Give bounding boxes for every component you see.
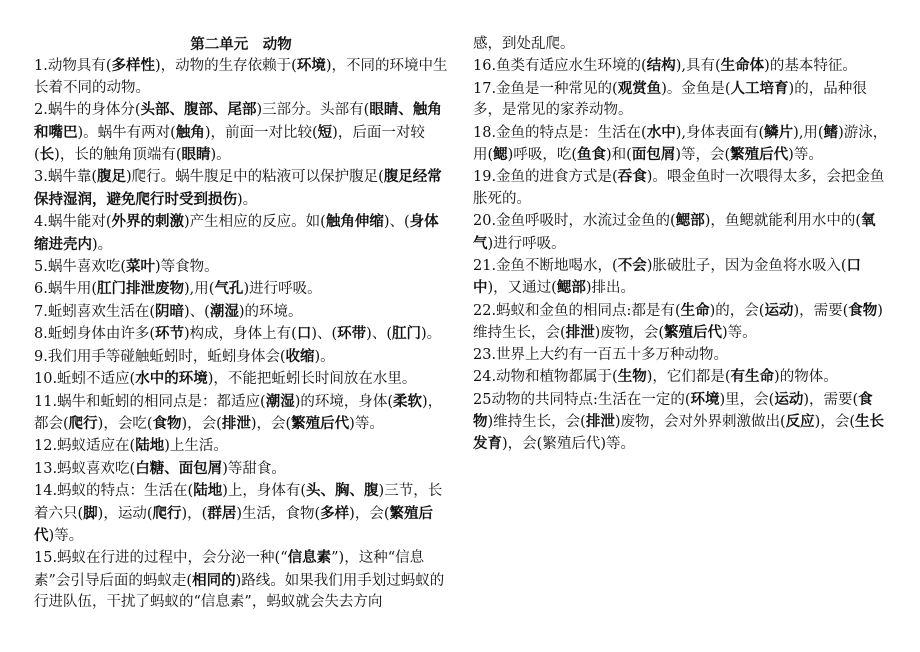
page-title: 第二单元 动物 bbox=[190, 36, 292, 53]
prompt-text: 22.蚂蚁和金鱼的相同点:都是有( bbox=[473, 302, 681, 319]
answer-text: 环境 bbox=[690, 390, 720, 408]
prompt-text: )。 bbox=[210, 147, 231, 164]
question-item bbox=[34, 99, 448, 166]
answer-text: 陆地 bbox=[135, 437, 165, 455]
prompt-text: 10.蚯蚓不适应( bbox=[34, 371, 136, 388]
answer-text: 排泄 bbox=[565, 324, 595, 342]
answer-text: 眼睛、触角和嘴巴 bbox=[34, 101, 442, 141]
question-item bbox=[473, 210, 889, 255]
prompt-text: )，长的触角顶端有( bbox=[54, 147, 182, 164]
question-item bbox=[473, 300, 889, 345]
question-item bbox=[34, 435, 448, 457]
prompt-text: )三节，长着六只( bbox=[34, 483, 443, 522]
answer-text: 爬行 bbox=[152, 504, 182, 522]
prompt-text: )等。 bbox=[48, 527, 84, 544]
prompt-text: )游泳，用( bbox=[473, 124, 888, 164]
prompt-text: )上，身体有( bbox=[222, 483, 307, 500]
prompt-text: )，不同的环境中生长着不同的动物。 bbox=[34, 58, 448, 96]
answer-text: 水中 bbox=[646, 123, 676, 141]
right-item-list bbox=[473, 34, 889, 456]
prompt-text: )等。 bbox=[349, 415, 384, 432]
answer-text: 有生命 bbox=[730, 368, 775, 386]
prompt-text: )，又通过( bbox=[487, 280, 557, 297]
prompt-text: )等。 bbox=[788, 147, 823, 164]
answer-text: 食物 bbox=[473, 390, 873, 430]
prompt-text: 18.金鱼的特点是：生活在( bbox=[473, 124, 647, 141]
answer-text: 人工培育 bbox=[730, 79, 789, 97]
answer-text: 长 bbox=[39, 146, 55, 164]
prompt-text: 23.世界上大约有一百五十多万种动物。 bbox=[473, 346, 729, 363]
prompt-text: )等食物。 bbox=[155, 259, 219, 276]
question-item bbox=[34, 301, 448, 323]
prompt-text: )产生相应的反应。如( bbox=[184, 214, 326, 231]
prompt-text: 12.蚂蚁适应在( bbox=[34, 438, 136, 455]
prompt-text: )三部分。头部有( bbox=[256, 102, 370, 119]
answer-text: 气孔 bbox=[214, 280, 244, 298]
prompt-text: )的环境。 bbox=[238, 303, 303, 320]
prompt-text: )、( bbox=[383, 214, 410, 231]
prompt-text: )，都会( bbox=[34, 393, 443, 432]
answer-text: 肛门排泄废物 bbox=[97, 280, 184, 298]
prompt-text: )。 bbox=[92, 236, 113, 253]
answer-text: 环境 bbox=[296, 57, 326, 75]
prompt-text: )。喂金鱼时一次喂得太多，会把金鱼胀死的。 bbox=[473, 169, 885, 207]
answer-text: 眼睛 bbox=[181, 146, 211, 164]
prompt-text: 2.蜗牛的身体分( bbox=[34, 102, 141, 119]
prompt-text: )等甜食。 bbox=[222, 460, 286, 477]
prompt-text: 15.蚂蚁在行进的过程中，会分泌一种(“ bbox=[34, 550, 288, 567]
prompt-text: )的环境，身体( bbox=[294, 393, 394, 410]
question-item bbox=[473, 389, 889, 456]
prompt-text: )里，会( bbox=[719, 391, 775, 408]
answer-text: 繁殖后代 bbox=[291, 414, 350, 432]
prompt-text: )，会( bbox=[250, 415, 292, 432]
prompt-text: 7.蚯蚓喜欢生活在( bbox=[34, 303, 155, 320]
answer-text: 腹足 bbox=[97, 168, 126, 186]
prompt-text: )进行呼吸。 bbox=[487, 235, 566, 252]
question-item bbox=[34, 458, 448, 480]
question-item bbox=[473, 345, 889, 366]
prompt-text: 9.我们用手等碰触蚯蚓时，蚯蚓身体会( bbox=[34, 348, 286, 365]
answer-text: 相同的 bbox=[192, 571, 236, 589]
left-column bbox=[34, 34, 448, 614]
prompt-text: 11.蜗牛和蚯蚓的相同点是：都适应( bbox=[34, 393, 266, 410]
prompt-text: )，会吃( bbox=[97, 415, 153, 432]
prompt-text: )维持生长，会( bbox=[473, 302, 883, 342]
prompt-text: 21.金鱼不断地喝水，( bbox=[473, 258, 618, 275]
prompt-text: )爬行。蜗牛腹足中的粘液可以保护腹足( bbox=[126, 169, 384, 186]
answer-text: 白糖、面包屑 bbox=[135, 459, 223, 477]
question-item bbox=[34, 166, 448, 211]
question-item bbox=[34, 480, 448, 547]
prompt-text: )，动物的生存依赖于( bbox=[155, 58, 297, 75]
answer-text: 鳃部 bbox=[675, 212, 705, 230]
prompt-text: ),用( bbox=[184, 281, 215, 298]
prompt-text: )路线。如果我们用手划过蚂蚁的行进队伍，干扰了蚂蚁的“信息素”，蚂蚁就会失去方向 bbox=[34, 572, 445, 611]
prompt-text: ),身体表面有( bbox=[675, 124, 765, 141]
answer-text: 肛门 bbox=[391, 325, 421, 343]
prompt-text: 3.蜗牛靠( bbox=[34, 169, 97, 186]
prompt-text: 6.蜗牛用( bbox=[34, 281, 97, 298]
question-item bbox=[34, 547, 448, 613]
answer-text: 生长发育 bbox=[473, 412, 884, 453]
answer-text: 头部、腹部、尾部 bbox=[140, 101, 257, 119]
answer-text: 排泄 bbox=[221, 414, 251, 432]
prompt-text: )、( bbox=[366, 326, 392, 343]
answer-text: 陆地 bbox=[193, 482, 223, 500]
answer-text: 生命 bbox=[680, 301, 710, 319]
answer-text: 氧气 bbox=[473, 212, 876, 252]
prompt-text: )进行呼吸。 bbox=[243, 281, 322, 298]
answer-text: 运动 bbox=[774, 390, 804, 408]
prompt-text: 17.金鱼是一种常见的( bbox=[473, 80, 618, 97]
answer-text: 吞食 bbox=[617, 168, 647, 186]
answer-text: 短 bbox=[317, 123, 333, 141]
prompt-text: 14.蚂蚁的特点：生活在( bbox=[34, 483, 194, 500]
right-column bbox=[473, 34, 889, 456]
prompt-text: ),用( bbox=[793, 124, 824, 141]
prompt-text: ),具有( bbox=[675, 58, 721, 75]
prompt-text: )排出。 bbox=[585, 280, 635, 297]
prompt-text: )。蜗牛有两对( bbox=[77, 124, 176, 141]
prompt-text: )，会( bbox=[814, 413, 855, 430]
prompt-text: )，前面一对比较( bbox=[204, 124, 318, 141]
answer-text: 口中 bbox=[473, 257, 862, 297]
prompt-text: )，鱼鳃就能利用水中的( bbox=[704, 213, 862, 230]
question-item bbox=[473, 55, 889, 77]
answer-text: 环节 bbox=[155, 325, 184, 343]
answer-text: 身体缩进壳内 bbox=[34, 213, 439, 253]
answer-text: 鳃部 bbox=[556, 279, 586, 297]
answer-text: 外界的刺激 bbox=[111, 213, 184, 231]
left-item-list bbox=[34, 55, 448, 613]
prompt-text: )、( bbox=[311, 326, 338, 343]
question-item bbox=[34, 211, 448, 256]
prompt-text: )，会( bbox=[181, 415, 222, 432]
prompt-text: )。 bbox=[314, 348, 335, 365]
answer-text: 柔软 bbox=[393, 392, 423, 410]
prompt-text: )，会( bbox=[349, 505, 390, 522]
answer-text: 头、胸、腹 bbox=[306, 482, 379, 500]
prompt-text: )废物，会对外界刺激做出( bbox=[614, 413, 786, 430]
prompt-text: )等。 bbox=[722, 325, 757, 342]
answer-text: 结构 bbox=[646, 57, 676, 75]
prompt-text: 13.蚂蚁喜欢吃( bbox=[34, 460, 136, 477]
prompt-text: )胀破肚子，因为金鱼将水吸入( bbox=[646, 258, 847, 275]
answer-text: 口 bbox=[296, 325, 312, 343]
answer-text: 观赏鱼 bbox=[617, 79, 662, 97]
answer-text: 水中的环境 bbox=[135, 370, 208, 388]
prompt-text: 4.蜗牛能对( bbox=[34, 214, 112, 231]
answer-text: 多样性 bbox=[111, 57, 155, 75]
answer-text: 菜叶 bbox=[126, 258, 155, 276]
question-item bbox=[34, 323, 448, 345]
question-item bbox=[473, 366, 889, 388]
answer-text: 腹足经常保持湿润，避免爬行时受到损伤 bbox=[34, 168, 442, 208]
prompt-text: )，它们都是( bbox=[646, 369, 731, 386]
answer-text: 生物 bbox=[617, 368, 647, 386]
answer-text: 繁殖后代 bbox=[664, 324, 722, 342]
prompt-text: )维持生长，会( bbox=[487, 413, 586, 430]
answer-text: 爬行 bbox=[68, 414, 98, 432]
question-item bbox=[34, 368, 448, 390]
answer-text: 潮湿 bbox=[209, 302, 239, 320]
prompt-text: )的，会( bbox=[709, 302, 765, 319]
prompt-text: )，后面一对较( bbox=[34, 124, 425, 164]
answer-text: 反应 bbox=[785, 412, 815, 430]
prompt-text: )，需要( bbox=[803, 391, 859, 408]
prompt-text: )。 bbox=[420, 326, 442, 343]
question-item bbox=[473, 122, 889, 167]
prompt-text: )和( bbox=[606, 147, 632, 164]
question-item bbox=[34, 278, 448, 300]
prompt-text: )，会(繁殖后代)等。 bbox=[502, 436, 635, 453]
answer-text: 鱼食 bbox=[577, 146, 606, 164]
answer-text: 鳃 bbox=[493, 146, 508, 164]
answer-text: 面包屑 bbox=[631, 146, 676, 164]
answer-text: 鳍 bbox=[823, 123, 839, 141]
answer-text: 信息素 bbox=[287, 549, 332, 567]
prompt-text: )、( bbox=[184, 303, 210, 320]
prompt-text: )。 bbox=[237, 191, 258, 208]
question-item bbox=[34, 55, 448, 99]
prompt-text: )上生活。 bbox=[164, 438, 228, 455]
answer-text: 多样 bbox=[320, 504, 350, 522]
prompt-text: 24.动物和植物都属于( bbox=[473, 369, 618, 386]
answer-text: 繁殖后代 bbox=[34, 504, 433, 544]
prompt-text: )，需要( bbox=[793, 302, 849, 319]
prompt-text: )。金鱼是( bbox=[661, 80, 731, 97]
prompt-text: )的物体。 bbox=[774, 369, 838, 386]
prompt-text: 16.鱼类有适应水生环境的( bbox=[473, 58, 647, 75]
answer-text: 触角伸缩 bbox=[325, 213, 384, 231]
prompt-text: 19.金鱼的进食方式是( bbox=[473, 169, 618, 186]
prompt-text: 感，到处乱爬。 bbox=[473, 36, 575, 52]
prompt-text: )，运动( bbox=[97, 505, 153, 522]
answer-text: 收缩 bbox=[285, 347, 315, 365]
prompt-text: )的，品种很多，是常见的家养动物。 bbox=[473, 80, 867, 119]
answer-text: 群居 bbox=[207, 504, 237, 522]
answer-text: 排泄 bbox=[585, 412, 615, 430]
answer-text: 触角 bbox=[175, 123, 205, 141]
prompt-text: )，不能把蚯蚓长时间放在水里。 bbox=[207, 371, 417, 388]
answer-text: 食物 bbox=[152, 414, 182, 432]
question-item bbox=[473, 34, 889, 55]
answer-text: 鳞片 bbox=[764, 123, 794, 141]
prompt-text: )等，会( bbox=[675, 147, 731, 164]
question-item bbox=[473, 166, 889, 210]
answer-text: 不会 bbox=[617, 257, 647, 275]
prompt-text: 1.动物具有( bbox=[34, 58, 112, 75]
prompt-text: ”)，这种“信息素”会引导后面的蚂蚁走( bbox=[34, 550, 425, 589]
question-item bbox=[34, 391, 448, 436]
prompt-text: 20.金鱼呼吸时，水流过金鱼的( bbox=[473, 213, 676, 230]
prompt-text: 8.蚯蚓身体由许多( bbox=[34, 326, 155, 343]
prompt-text: )废物，会( bbox=[594, 325, 664, 342]
answer-text: 脚 bbox=[83, 504, 98, 522]
prompt-text: )呼吸，吃( bbox=[507, 147, 577, 164]
prompt-text: 25动物的共同特点:生活在一定的( bbox=[473, 391, 691, 408]
answer-text: 食物 bbox=[848, 301, 878, 319]
answer-text: 潮湿 bbox=[265, 392, 295, 410]
question-item bbox=[473, 78, 889, 122]
prompt-text: )，( bbox=[181, 505, 208, 522]
answer-text: 阴暗 bbox=[155, 302, 184, 320]
answer-text: 生命体 bbox=[720, 57, 765, 75]
prompt-text: )生活，食物( bbox=[236, 505, 321, 522]
answer-text: 运动 bbox=[764, 301, 794, 319]
question-item bbox=[34, 346, 448, 368]
prompt-text: 5.蜗牛喜欢吃( bbox=[34, 259, 126, 276]
prompt-text: )构成，身体上有( bbox=[184, 326, 297, 343]
question-item bbox=[473, 255, 889, 300]
answer-text: 环带 bbox=[337, 325, 367, 343]
question-item bbox=[34, 256, 448, 278]
prompt-text: )的基本特征。 bbox=[764, 58, 857, 75]
answer-text: 繁殖后代 bbox=[730, 146, 789, 164]
